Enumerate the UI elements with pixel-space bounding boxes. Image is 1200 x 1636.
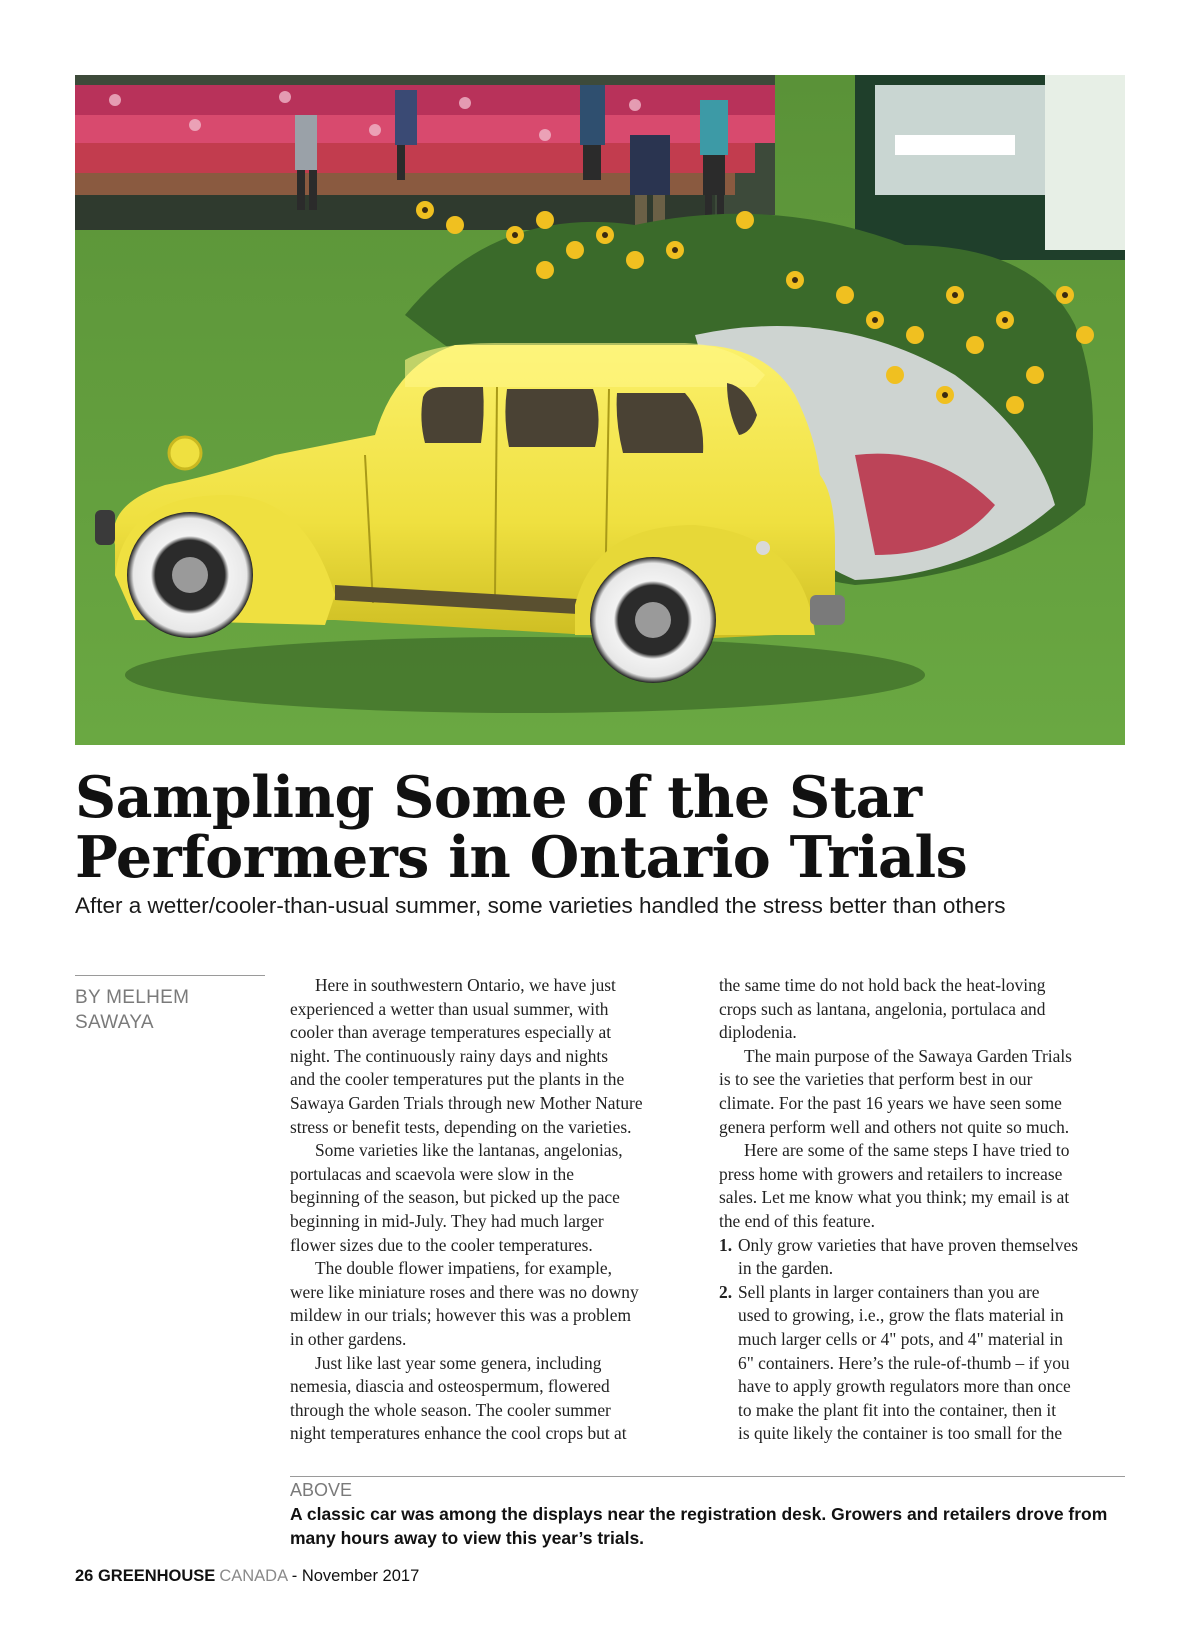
- list-number: [719, 1257, 738, 1281]
- body-line: sales. Let me know what you think; my email is at: [719, 1187, 1070, 1208]
- body-line: Just like last year some genera, including: [315, 1352, 602, 1373]
- body-line: is to see the varieties that perform best in our: [719, 1069, 1033, 1090]
- list-number: [719, 1304, 738, 1328]
- feature-photo: [75, 75, 1125, 745]
- body-line: in other gardens.: [290, 1328, 407, 1349]
- byline: BY MELHEM SAWAYA: [75, 987, 190, 1033]
- page-number: 26: [75, 1567, 94, 1585]
- article-deck: After a wetter/cooler-than-usual summer, some varieties handled the stress better than others: [75, 893, 1006, 918]
- list-number: [719, 1375, 738, 1399]
- body-line: the end of this feature.: [719, 1210, 875, 1231]
- byline-divider: [75, 975, 265, 976]
- body-line: night. The continuously rainy days and nights: [290, 1045, 608, 1066]
- body-line: mildew in our trials; however this was a problem: [290, 1305, 631, 1326]
- list-item-text: have to apply growth regulators more than once: [738, 1376, 1071, 1397]
- list-item-line: [719, 1422, 1125, 1446]
- body-line: were like miniature roses and there was no downy: [290, 1281, 639, 1302]
- list-item-line: [719, 1399, 1125, 1423]
- list-item-line: [719, 1281, 1125, 1305]
- magazine-name-bold: GREENHOUSE: [97, 1567, 216, 1585]
- body-line: Here in southwestern Ontario, we have just: [315, 975, 616, 995]
- list-item-text: Only grow varieties that have proven themselves: [738, 1234, 1078, 1255]
- body-line: press home with growers and retailers to increase: [719, 1163, 1063, 1184]
- list-number: [719, 1422, 738, 1446]
- classic-car-photo: [75, 75, 1125, 745]
- body-line: and the cooler temperatures put the plants in the: [290, 1069, 625, 1090]
- body-line: the same time do not hold back the heat-loving: [719, 975, 1046, 995]
- list-number: [719, 1328, 738, 1352]
- caption-divider: [290, 1476, 1125, 1477]
- list-number: [719, 1399, 738, 1423]
- list-item-text: used to growing, i.e., grow the flats material in: [738, 1305, 1064, 1326]
- body-line: cooler than average temperatures especially at: [290, 1022, 612, 1043]
- magazine-name-light: CANADA: [219, 1567, 288, 1585]
- page-footer: [75, 1567, 419, 1586]
- body-line: nemesia, diascia and osteospermum, flowered: [290, 1376, 610, 1397]
- body-line: Some varieties like the lantanas, angelonias,: [315, 1140, 623, 1161]
- body-line: night temperatures enhance the cool crops but at: [290, 1423, 627, 1444]
- list-number: 1.: [719, 1234, 733, 1255]
- body-line: Here are some of the same steps I have tried to: [744, 1140, 1070, 1161]
- body-line: climate. For the past 16 years we have seen some: [719, 1092, 1062, 1113]
- list-item-line: [719, 1304, 1125, 1328]
- list-item-text: to make the plant fit into the container, then it: [738, 1399, 1057, 1420]
- list-item-text: Sell plants in larger containers than you are: [738, 1281, 1040, 1302]
- body-line: Sawaya Garden Trials through new Mother Nature: [290, 1092, 643, 1113]
- caption-text: A classic car was among the displays near the registration desk. Growers and retailers drove from many hours away to view this year’s trials.: [290, 1504, 1108, 1548]
- list-item-line: [719, 1375, 1125, 1399]
- list-number: [719, 1352, 738, 1376]
- list-item-line: [719, 1328, 1125, 1352]
- list-item-line: [719, 1257, 1125, 1281]
- list-item-line: [719, 1234, 1125, 1258]
- body-line: diplodenia.: [719, 1022, 797, 1043]
- list-item-text: 6" containers. Here’s the rule-of-thumb – if you: [738, 1352, 1070, 1373]
- body-line: genera perform well and others not quite so much.: [719, 1116, 1070, 1137]
- body-line: flower sizes due to the cooler temperatures.: [290, 1234, 593, 1255]
- body-column-2: [719, 974, 1125, 1446]
- body-line: The main purpose of the Sawaya Garden Trials: [744, 1045, 1072, 1066]
- body-line: beginning of the season, but picked up the pace: [290, 1187, 620, 1208]
- list-item-line: [719, 1352, 1125, 1376]
- body-line: experienced a wetter than usual summer, with: [290, 998, 609, 1019]
- body-line: The double flower impatiens, for example,: [315, 1258, 612, 1279]
- issue-date: - November 2017: [291, 1567, 420, 1585]
- body-line: portulacas and scaevola were slow in the: [290, 1163, 574, 1184]
- caption-label: ABOVE: [290, 1480, 353, 1500]
- list-item-text: in the garden.: [738, 1258, 834, 1279]
- body-line: through the whole season. The cooler summer: [290, 1399, 611, 1420]
- body-column-1: [290, 974, 695, 1446]
- body-line: beginning in mid-July. They had much larger: [290, 1210, 604, 1231]
- list-item-text: much larger cells or 4" pots, and 4" material in: [738, 1328, 1063, 1349]
- list-item-text: is quite likely the container is too small for the: [738, 1423, 1063, 1444]
- body-line: stress or benefit tests, depending on the varieties.: [290, 1116, 632, 1137]
- list-number: 2.: [719, 1281, 733, 1302]
- body-line: crops such as lantana, angelonia, portulaca and: [719, 998, 1046, 1019]
- article-headline: Sampling Some of the Star Performers in Ontario Trials: [75, 764, 968, 891]
